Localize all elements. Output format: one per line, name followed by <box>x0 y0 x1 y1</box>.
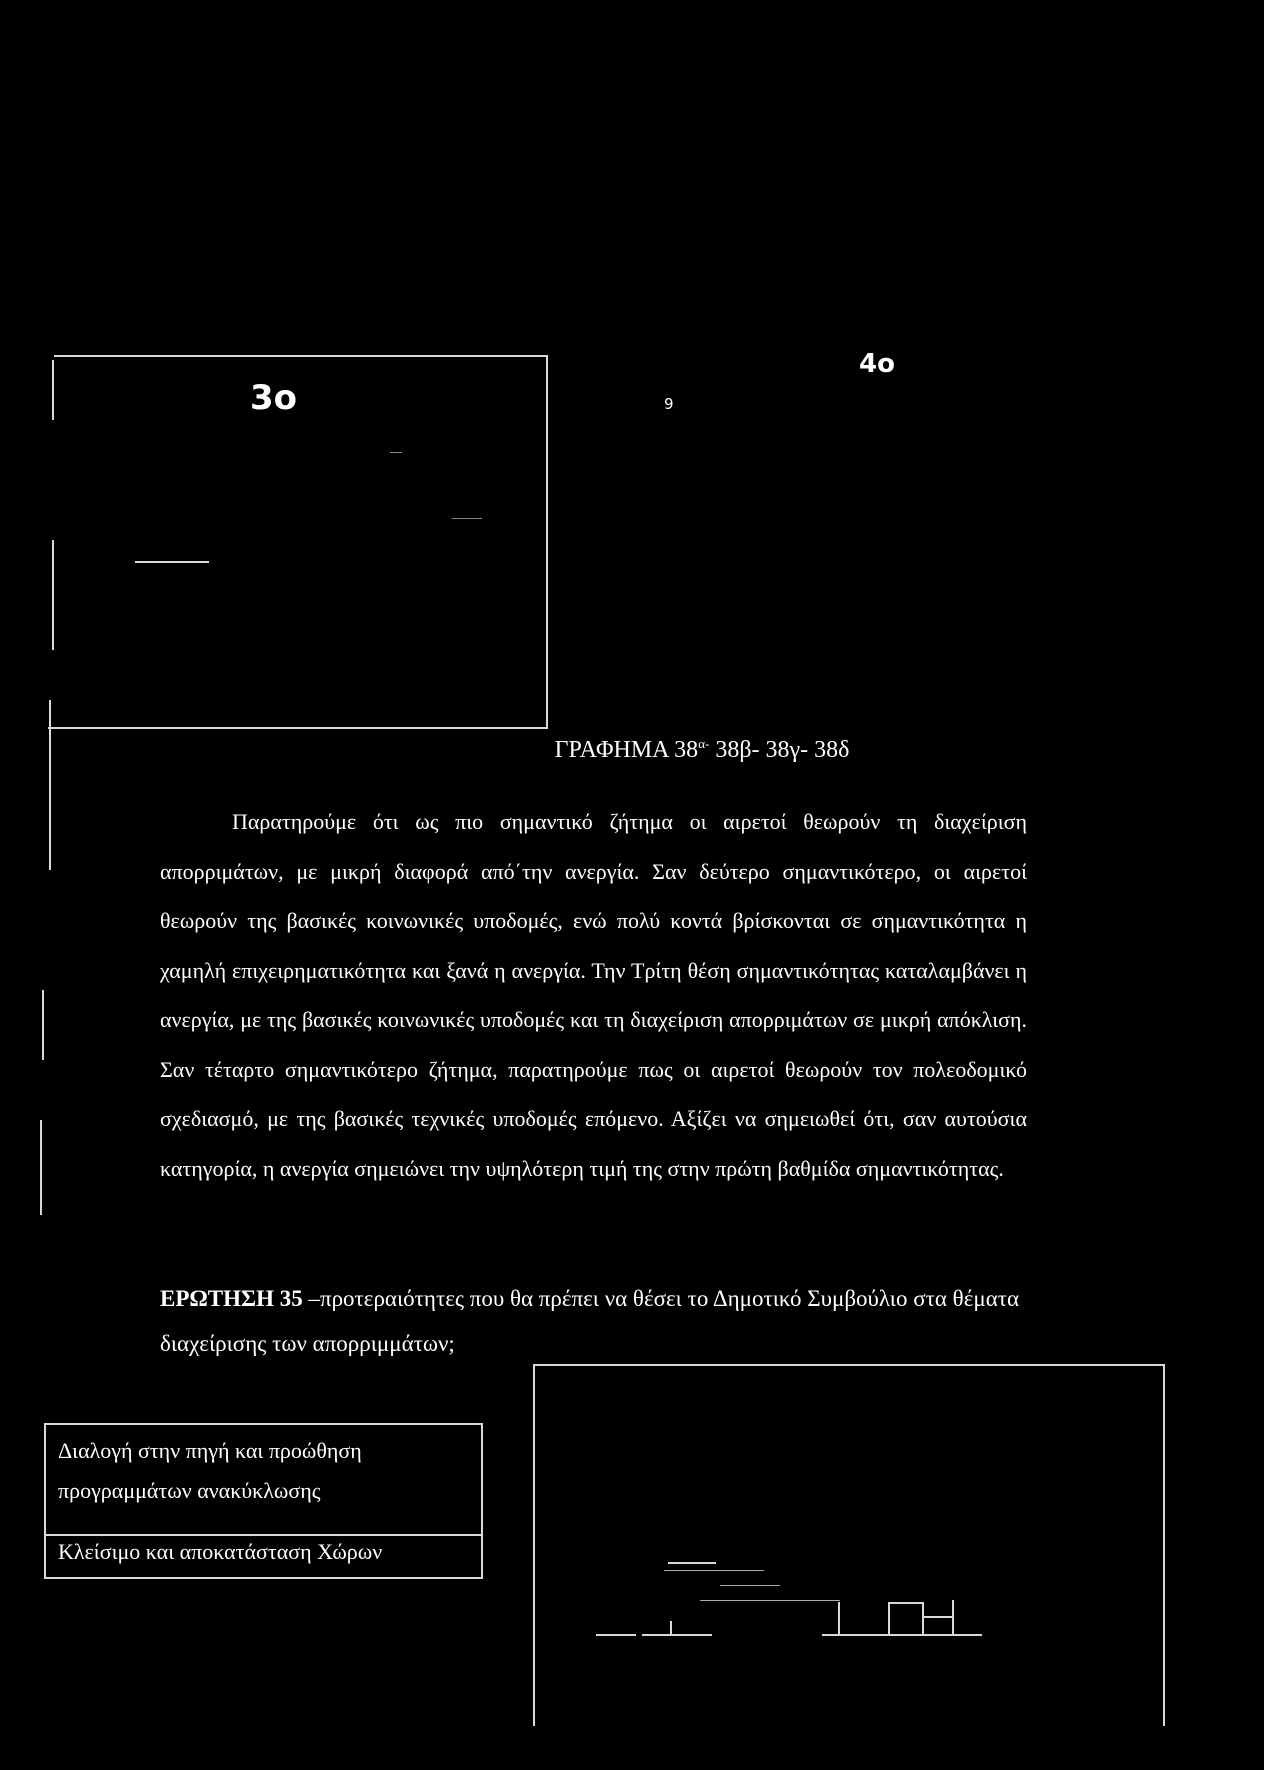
question-text: –προτεραιότητες που θα πρέπει να θέσει το Δημοτικό Συμβούλιο στα θέματα διαχείρισης των απορριμμάτων; <box>160 1286 1020 1356</box>
chart-frame-bottom <box>48 727 548 729</box>
chart-frame-top <box>54 355 548 357</box>
lower-chart-tick-5 <box>952 1600 954 1634</box>
figure-caption-rest: 38β- 38γ- 38δ <box>709 737 850 763</box>
segment-label-4o: 4o <box>859 349 895 379</box>
chart-frame-left-4 <box>42 990 44 1060</box>
lower-chart-tick-3 <box>888 1602 890 1634</box>
legend-item-closure: Κλείσιμο και αποκατάσταση Χώρων <box>58 1539 383 1564</box>
lower-chart-tick-4 <box>922 1602 924 1634</box>
chart-frame-left-5 <box>40 1120 42 1215</box>
chart-dash-small <box>452 518 482 519</box>
question-label: ΕΡΩΤΗΣΗ 35 <box>160 1286 303 1311</box>
chart-dash <box>135 561 209 563</box>
lower-chart-dash-2 <box>664 1570 764 1571</box>
chart-frame-left <box>52 360 54 420</box>
chart-dash-small-2 <box>390 452 402 453</box>
chart-frame-left-3 <box>49 700 51 870</box>
figure-caption <box>0 736 1264 764</box>
lower-chart-frame-left <box>533 1364 535 1726</box>
segment-label-9: 9 <box>664 395 674 413</box>
lower-chart-baseline-3 <box>822 1634 982 1636</box>
chart-frame-left-2 <box>52 540 54 650</box>
lower-chart-baseline-1 <box>596 1634 636 1636</box>
figure-caption-sup: α- <box>698 736 710 751</box>
chart-frame-right <box>546 355 548 729</box>
lower-chart-baseline-2 <box>642 1634 712 1636</box>
lower-chart-tick-2 <box>838 1602 840 1634</box>
analysis-paragraph-text: Παρατηρούμε ότι ως πιο σημαντικό ζήτημα οι αιρετοί θεωρούν τη διαχείριση απορριμάτων, με μικρή διαφορά από΄την ανεργία. Σαν δεύτερο σημαντικότερο, οι αιρετοί θεωρούν της βασικές κοινωνικές υποδομές, ενώ πολύ κοντά βρίσκονται σε σημαντικότητα η χαμηλή επιχειρηματικότητα και ξανά η ανεργία. Την Τρίτη θέση σημαντικότητας καταλαμβάνει η ανεργία, με της βασικές κοινωνικές υποδομές και τη διαχείριση απορριμάτων σε μικρή απόκλιση. Σαν τέταρτο σημαντικότερο ζήτημα, παρατηρούμε πως οι αιρετοί θεωρούν τον πολεοδομικό σχεδιασμό, με της βασικές τεχνικές υποδομές επόμενο. Αξίζει να σημειωθεί ότι, σαν αυτούσια κατηγορία, η ανεργία σημειώνει την υψηλότερη τιμή της στην πρώτη βαθμίδα σημαντικότητας. <box>160 809 1027 1181</box>
lower-chart-frame-top <box>533 1364 1165 1366</box>
lower-chart-tick-1 <box>670 1621 672 1635</box>
question-heading <box>160 1276 1040 1366</box>
lower-chart-cap-1 <box>888 1602 924 1604</box>
segment-label-3o: 3o <box>250 378 298 418</box>
legend-box <box>44 1423 483 1579</box>
figure-caption-main: ΓΡΑΦΗΜΑ 38 <box>554 737 699 763</box>
lower-chart-dash-1 <box>668 1562 716 1564</box>
lower-chart-dash-3 <box>720 1585 780 1586</box>
lower-chart-cap-2 <box>922 1616 952 1618</box>
lower-chart-frame-right <box>1163 1364 1165 1726</box>
legend-item-recycling: Διαλογή στην πηγή και προώθηση προγραμμάτων ανακύκλωσης <box>58 1438 362 1503</box>
analysis-paragraph <box>160 797 1027 1193</box>
lower-chart-dash-4 <box>700 1600 840 1601</box>
